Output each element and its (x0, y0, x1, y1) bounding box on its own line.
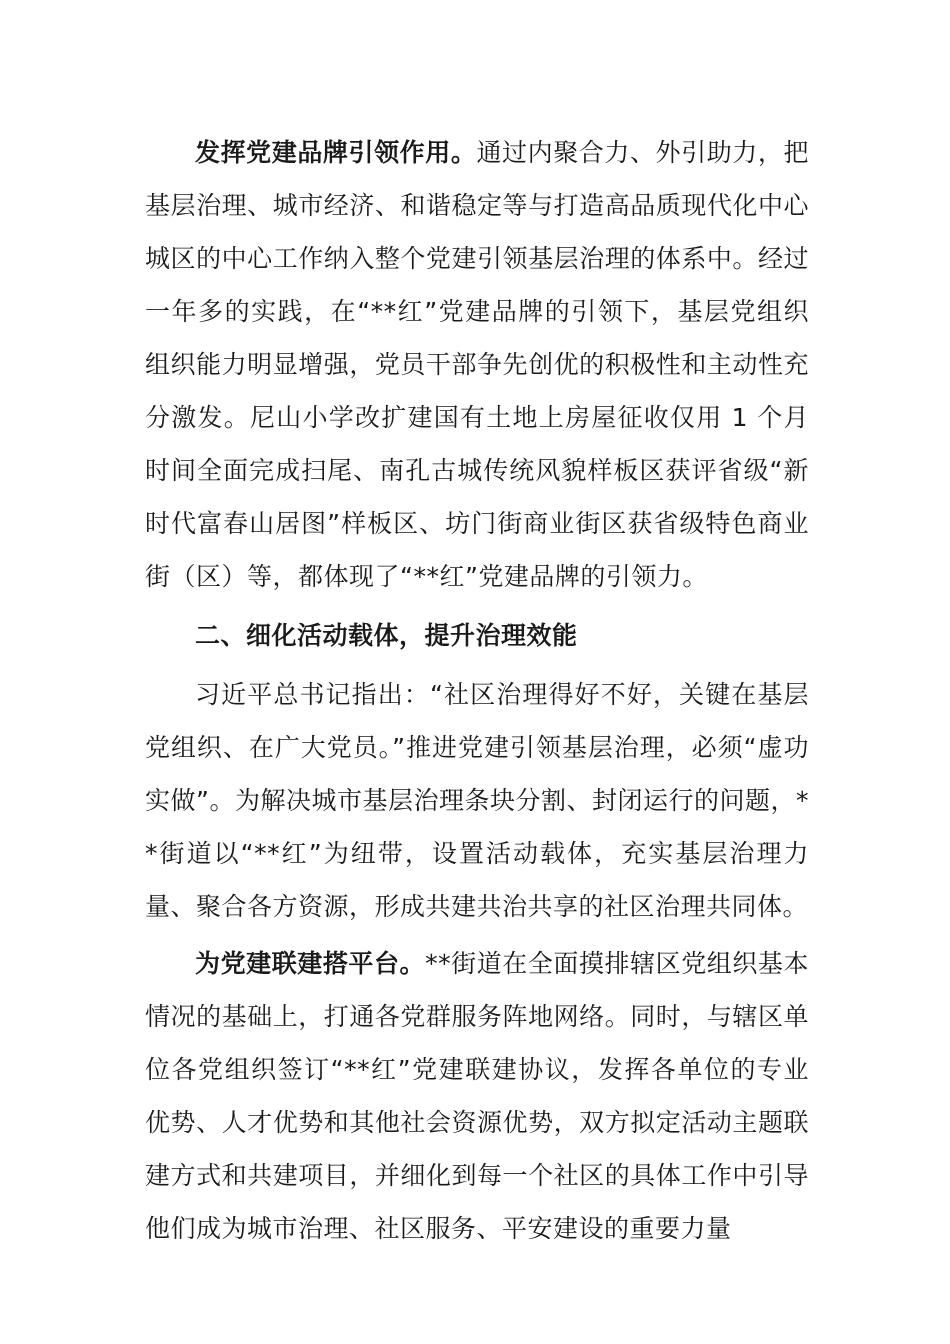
paragraph-xi-quote (145, 668, 809, 933)
paragraph-brand-leadership (145, 126, 809, 603)
section-heading: 二、细化活动载体，提升治理效能 (195, 621, 578, 650)
document-page (145, 126, 809, 1255)
paragraph-body: 通过内聚合力、外引助力，把基层治理、城市经济、和谐稳定等与打造高品质现代化中心城区的中心工作纳入整个党建引领基层治理的体系中。经过一年多的实践，在“**红”党建品牌的引领下，基层党组织组织能力明显增强，党员干部争先创优的积极性和主动性充分激发。尼山小学改扩建国有土地上房屋征收仅用 1 个月时间全面完成扫尾、南孔古城传统风貌样板区获评省级“新时代富春山居图”样板区、坊门街商业街区获省级特色商业街（区）等，都体现了“**红”党建品牌的引领力。 (145, 138, 809, 591)
paragraph-lead-title: 为党建联建搭平台。 (195, 949, 426, 978)
paragraph-body: 习近平总书记指出：“社区治理得好不好，关键在基层党组织、在广大党员。”推进党建引领基层治理，必须“虚功实做”。为解决城市基层治理条块分割、封闭运行的问题，**街道以“**红”为纽带，设置活动载体，充实基层治理力量、聚合各方资源，形成共建共治共享的社区治理共同体。 (145, 680, 809, 921)
paragraph-lead-title: 发挥党建品牌引领作用。 (195, 138, 477, 167)
paragraph-body: **街道在全面摸排辖区党组织基本情况的基础上，打通各党群服务阵地网络。同时，与辖区单位各党组织签订“**红”党建联建协议，发挥各单位的专业优势、人才优势和其他社会资源优势，双方拟定活动主题联建方式和共建项目，并细化到每一个社区的具体工作中引导他们成为城市治理、社区服务、平安建设的重要力量 (145, 949, 809, 1243)
paragraph-joint-platform (145, 937, 809, 1255)
